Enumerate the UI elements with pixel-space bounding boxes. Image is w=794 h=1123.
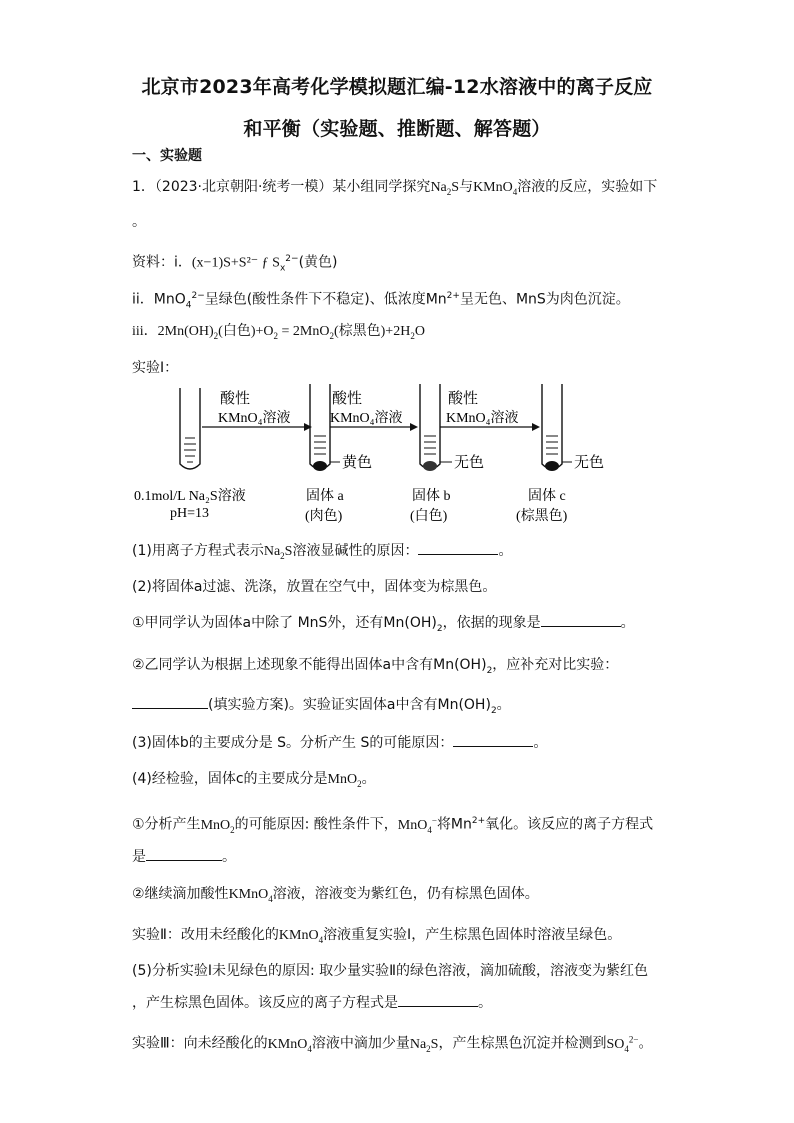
part-4: (4)经检验，固体c的主要成分是MnO$_2$。 (132, 771, 376, 789)
part-4-1-cont: 是 。 (132, 849, 236, 865)
start-solution-label: 0.1mol/L Na₂S溶液 (134, 489, 246, 504)
part-2-2-cont: (填实验方案)。实验证实固体a中含有$Mn(OH)_2$。 (132, 695, 772, 721)
part-4-2: ②继续滴加酸性KMnO$_4$溶液，溶液变为紫红色，仍有棕黑色固体。 (132, 886, 539, 904)
answer-blank-2[interactable] (541, 614, 621, 627)
question-intro: 1．（2023·北京朝阳·统考一模）某小组同学探究$Na_2S$与KMnO$_4$溶液的反应，实验如下 (132, 179, 658, 197)
test-tube-4 (542, 384, 572, 471)
solid-b-label: 固体 b (412, 489, 451, 504)
experiment-1-label: 实验Ⅰ： (132, 360, 179, 376)
answer-blank-6[interactable] (398, 994, 478, 1007)
part-3: (3)固体b的主要成分是 S。分析产生 S的可能原因： 。 (132, 735, 548, 751)
info-iii: iii．$2Mn(OH)_2$(白色)$+O_2 = 2MnO_2$(棕黑色)$+2H_2O$ (132, 324, 425, 341)
arrow-1-top-label: 酸性 (220, 391, 251, 407)
arrow-2 (330, 390, 418, 431)
section-heading: 一、实验题 (132, 148, 202, 164)
arrow-3 (440, 390, 540, 431)
question-intro-end: 。 (132, 214, 146, 230)
info-ii: ii．MnO$_4^{2-}$呈绿色(酸性条件下不稳定)、低浓度$Mn^{2+}$呈无色、MnS为肉色沉淀。 (132, 291, 630, 311)
test-tube-1 (180, 388, 200, 469)
answer-blank-1[interactable] (418, 542, 498, 555)
experiment-3: 实验Ⅲ：向未经酸化的KMnO$_4$溶液中滴加少量$Na_2S$，产生棕黑色沉淀并检测到$SO_4^{2-}$。 (132, 1034, 653, 1054)
start-solution-ph: pH=13 (170, 506, 210, 521)
arrow-3-top-label: 酸性 (448, 391, 479, 407)
solid-a-color: (肉色) (305, 509, 343, 524)
page-title: 北京市2023年高考化学模拟题汇编-12水溶液中的离子反应 (141, 76, 653, 98)
part-2-2: ②乙同学认为根据上述现象不能得出固体a中含有$Mn(OH)_2$，应补充对比实验： (132, 657, 619, 676)
part-2: (2)将固体a过滤、洗涤，放置在空气中，固体变为棕黑色。 (132, 579, 497, 595)
arrow-1 (202, 390, 312, 431)
arrow-1-bottom-label: KMnO₄溶液 (218, 411, 291, 426)
experiment-2: 实验Ⅱ：改用未经酸化的KMnO$_4$溶液重复实验Ⅰ，产生棕黑色固体时溶液呈绿色。 (132, 927, 622, 945)
solid-c-color: (棕黑色) (516, 509, 568, 524)
part-2-1: ①甲同学认为固体a中除了 MnS外，还有$Mn(OH)_2$，依据的现象是 。 (132, 615, 635, 634)
tube-4-color-label: 无色 (574, 455, 605, 471)
experiment-diagram (130, 380, 610, 530)
arrow-2-top-label: 酸性 (332, 391, 363, 407)
answer-blank-5[interactable] (146, 848, 222, 861)
arrow-3-bottom-label: KMnO₄溶液 (446, 411, 519, 426)
page-subtitle: 和平衡（实验题、推断题、解答题） (243, 118, 551, 140)
part-1: (1)用离子方程式表示$Na_2S$溶液显碱性的原因： 。 (132, 543, 513, 561)
part-5: (5)分析实验Ⅰ未见绿色的原因: 取少量实验Ⅱ的绿色溶液，滴加硫酸，溶液变为紫红色 (132, 963, 649, 979)
part-4-1: ①分析产生MnO$_2$的可能原因: 酸性条件下，MnO$_4$−将$Mn^{2+}$氧化。该反应的离子方程式 (132, 815, 654, 835)
answer-blank-4[interactable] (453, 734, 533, 747)
tube-3-color-label: 无色 (454, 455, 485, 471)
solid-c-label: 固体 c (528, 489, 566, 504)
answer-blank-3[interactable] (132, 696, 208, 709)
arrow-2-bottom-label: KMnO₄溶液 (330, 411, 403, 426)
tube-2-color-label: 黄色 (342, 455, 373, 471)
solid-b-color: (白色) (410, 509, 448, 524)
solid-a-label: 固体 a (306, 489, 344, 504)
part-5-cont: ，产生棕黑色固体。该反应的离子方程式是 。 (132, 995, 492, 1011)
info-i: 资料：i．(x−1)S+S²⁻ ƒ $S_x^{2-}$(黄色) (132, 254, 338, 274)
